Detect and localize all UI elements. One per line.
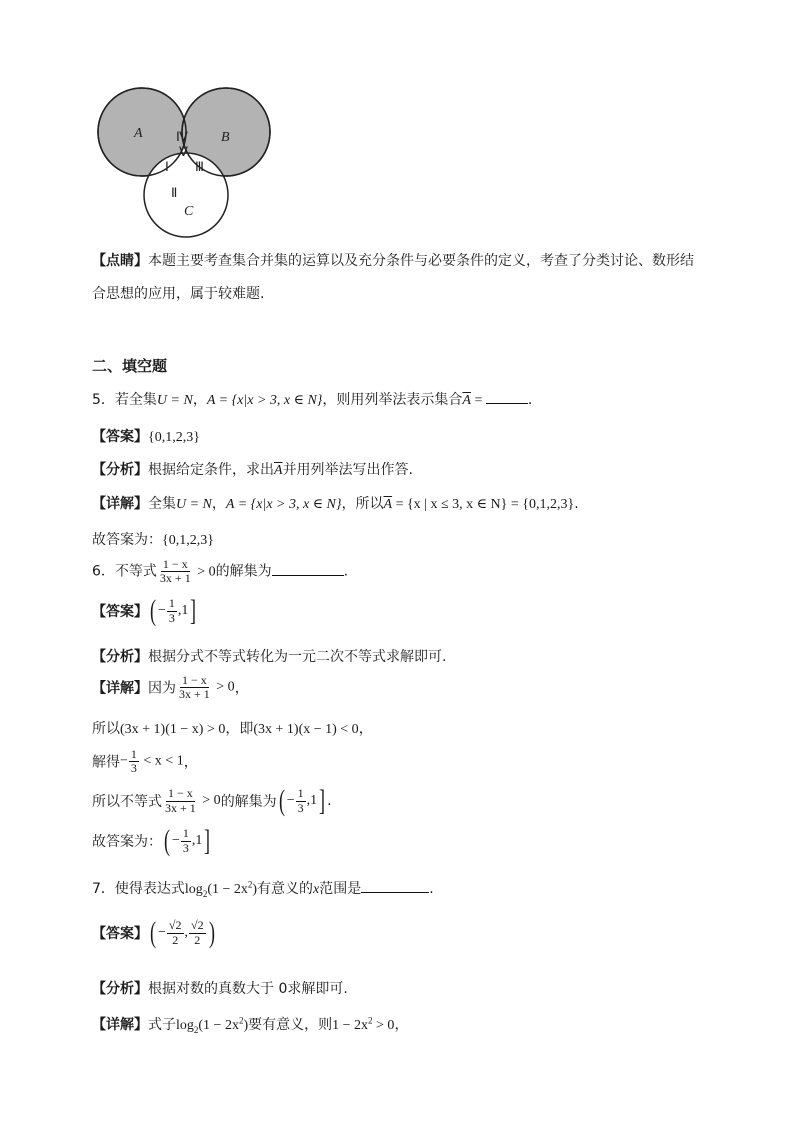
q6-analysis: 【分析】根据分式不等式转化为一元二次不等式求解即可. xyxy=(92,649,447,665)
q5-final: 故答案为：{0,1,2,3} xyxy=(92,532,214,548)
q5-analysis: 【分析】根据给定条件，求出$\overline{A}$并用列举法写出作答. xyxy=(92,462,414,478)
circle-c xyxy=(144,153,228,237)
q7-blank xyxy=(361,878,429,893)
q7-answer: 【答案】( − $\frac{√2}{2}$ , $\frac{√2}{2}$ ) xyxy=(92,916,215,949)
q6-detail-1: 【详解】因为 $\frac{1 - x}{3x + 1}$ > 0， xyxy=(92,673,249,702)
venn-label-b: B xyxy=(221,130,230,145)
dianjing-line-2: 合思想的应用，属于较难题. xyxy=(92,286,265,302)
venn-region-i: Ⅰ xyxy=(165,159,169,174)
venn-label-c: C xyxy=(184,204,194,219)
q6-question: 6．不等式 $\frac{1 - x}{3x + 1}$ > 0的解集为 . xyxy=(92,557,349,586)
q7-analysis: 【分析】根据对数的真数大于 0求解即可. xyxy=(92,981,348,997)
q7-question: 7．使得表达式$\log_2(1 - 2x^2)$有意义的x范围是 . xyxy=(92,879,434,899)
venn-region-v: Ⅴ xyxy=(179,144,188,159)
q5-question: 5．若全集U = N，A = {x|x > 3, x ∈ N}，则用列举法表示集合$\overline{A}$ = . xyxy=(92,389,532,409)
venn-region-iv: Ⅳ xyxy=(176,129,188,144)
venn-region-iii: Ⅲ xyxy=(195,159,204,174)
venn-diagram xyxy=(92,80,282,240)
q6-detail-3: 解得− $\frac{1}{3}$ < x < 1， xyxy=(92,747,198,776)
q5-blank xyxy=(486,389,528,404)
venn-label-a: A xyxy=(134,126,143,141)
q6-final: 故答案为：( − $\frac{1}{3}$ ,1] xyxy=(92,824,211,857)
q5-detail: 【详解】全集U = N，A = {x|x > 3, x ∈ N}，所以$\overline{A} = \{x$ | x ≤ 3, x ∈ N} = {0,1,2,3}. xyxy=(92,496,579,512)
dianjing-text-1: 本题主要考查集合并集的运算以及充分条件与必要条件的定义，考查了分类讨论、数形结 xyxy=(148,253,694,269)
q6-blank xyxy=(272,561,344,576)
q6-answer: 【答案】( − $\frac{1}{3}$ ,1] xyxy=(92,594,197,627)
dianjing-line-1 xyxy=(92,250,694,270)
q5-answer: 【答案】{0,1,2,3} xyxy=(92,429,200,445)
section-title: 二、填空题 xyxy=(92,357,168,375)
q7-detail: 【详解】式子$\log_2(1 - 2x^2)$要有意义，则$1 - 2x^2 > 0$， xyxy=(92,1015,409,1035)
q6-detail-2: 所以(3x + 1)(1 − x) > 0，即(3x + 1)(x − 1) < 0， xyxy=(92,721,373,737)
q6-detail-4: 所以不等式 $\frac{1 - x}{3x + 1}$ > 0的解集为( − $\frac{1}{3}$ ,1] . xyxy=(92,784,332,817)
dianjing-tag: 【点睛】 xyxy=(92,253,148,269)
venn-region-ii: Ⅱ xyxy=(171,185,178,200)
